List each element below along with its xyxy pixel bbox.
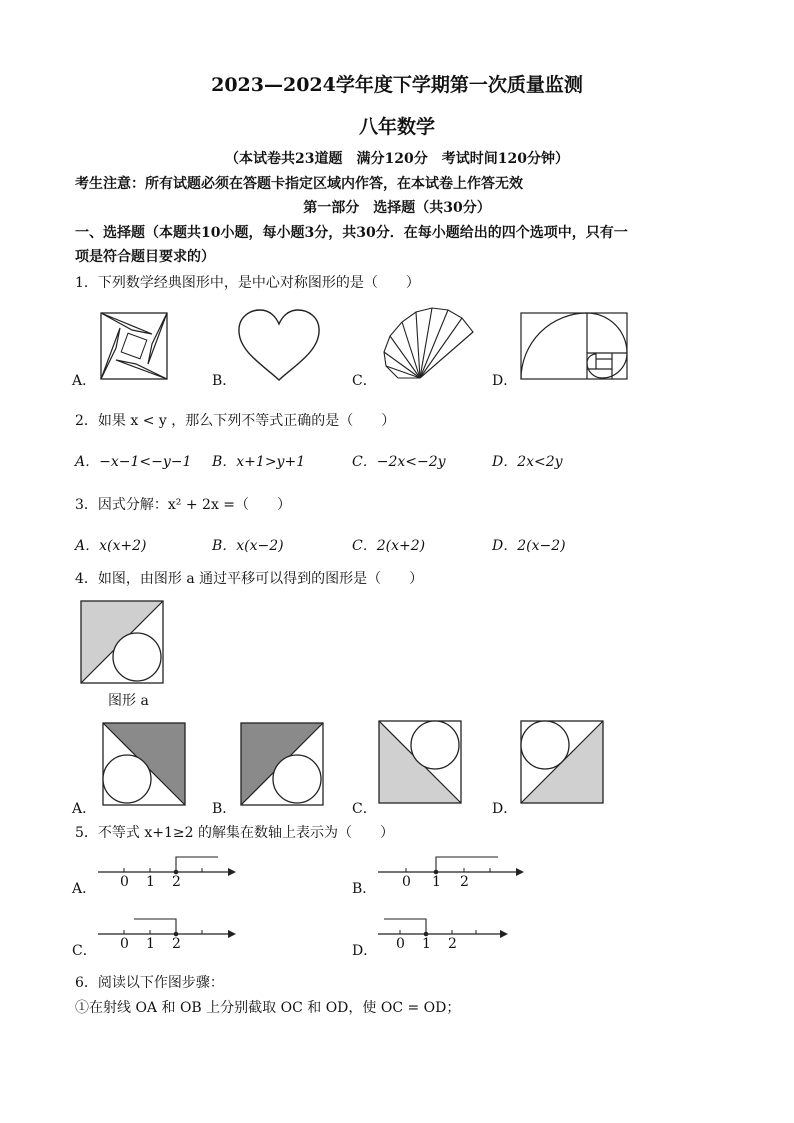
part-heading: 第一部分 选择题（共30分） [303, 200, 491, 216]
q2-option-d: D．2x<2y [492, 454, 563, 470]
q4-label-b: B． [212, 801, 237, 817]
q5-d-tick-2: 2 [448, 936, 457, 952]
q5-label-b: B． [352, 881, 377, 897]
q1-label-c: C． [352, 373, 377, 389]
exam-notice: 考生注意：所有试题必须在答题卡指定区域内作答，在本试卷上作答无效 [75, 176, 523, 192]
q5-a-tick-0: 0 [120, 874, 129, 890]
q3-option-b: B．x(x−2) [212, 538, 284, 554]
q2-option-b: B．x+1>y+1 [212, 454, 306, 470]
q5-label-a: A． [72, 881, 97, 897]
q4-stem: 4．如图，由图形 a 通过平移可以得到的图形是（ ） [75, 571, 424, 587]
q1-label-b: B． [212, 373, 237, 389]
q4-figure-a [80, 600, 164, 684]
q4-option-d-figure [520, 720, 604, 804]
q1-figure-b-heart [236, 308, 322, 384]
q3-option-c: C．2(x+2) [352, 538, 426, 554]
q1-figure-d-golden-spiral [520, 312, 630, 382]
q5-b-tick-0: 0 [402, 874, 411, 890]
q5-c-tick-1: 1 [146, 936, 155, 952]
q5-d-tick-1: 1 [422, 936, 431, 952]
q5-a-tick-2: 2 [172, 874, 181, 890]
exam-info: （本试卷共23道题 满分120分 考试时间120分钟） [225, 151, 569, 167]
q5-d-tick-0: 0 [396, 936, 405, 952]
q5-a-tick-1: 1 [146, 874, 155, 890]
q5-label-d: D． [352, 943, 378, 959]
q1-label-d: D． [492, 373, 518, 389]
q1-label-a: A． [72, 373, 97, 389]
q5-label-c: C． [72, 943, 97, 959]
q4-label-d: D． [492, 801, 518, 817]
q5-b-tick-1: 1 [432, 874, 441, 890]
q5-numberline-b [376, 852, 526, 892]
q1-figure-a-pinwheel [100, 312, 170, 382]
q1-figure-c-spiral-fan [378, 306, 478, 384]
q1-stem: 1．下列数学经典图形中，是中心对称图形的是（ ） [75, 275, 420, 291]
q3-option-d: D．2(x−2) [492, 538, 566, 554]
q4-figure-caption: 图形 a [108, 693, 149, 709]
q5-c-tick-0: 0 [120, 936, 129, 952]
q5-stem: 5．不等式 x+1≥2 的解集在数轴上表示为（ ） [75, 825, 394, 841]
section-line-1: 一、选择题（本题共10小题，每小题3分，共30分．在每小题给出的四个选项中，只有一 [75, 225, 628, 241]
q5-b-tick-2: 2 [460, 874, 469, 890]
q5-numberline-a [96, 852, 236, 892]
q4-option-c-figure [378, 720, 462, 804]
q2-option-c: C．−2x<−2y [352, 454, 446, 470]
q3-stem: 3．因式分解：x² + 2x =（ ） [75, 497, 292, 513]
q4-option-a-figure [102, 722, 186, 806]
q5-numberline-c [96, 914, 236, 954]
subject-title: 八年数学 [358, 116, 435, 138]
exam-title: 2023—2024学年度下学期第一次质量监测 [211, 74, 583, 96]
section-line-2: 项是符合题目要求的） [75, 249, 215, 265]
q4-option-b-figure [240, 722, 324, 806]
q5-c-tick-2: 2 [172, 936, 181, 952]
q6-step-1: ①在射线 OA 和 OB 上分别截取 OC 和 OD，使 OC = OD； [75, 1000, 461, 1016]
q6-stem: 6．阅读以下作图步骤： [75, 975, 224, 991]
q4-label-c: C． [352, 801, 377, 817]
q2-option-a: A．−x−1<−y−1 [75, 454, 192, 470]
q3-option-a: A．x(x+2) [75, 538, 147, 554]
q4-label-a: A． [72, 801, 97, 817]
q2-stem: 2．如果 x < y ，那么下列不等式正确的是（ ） [75, 413, 396, 429]
